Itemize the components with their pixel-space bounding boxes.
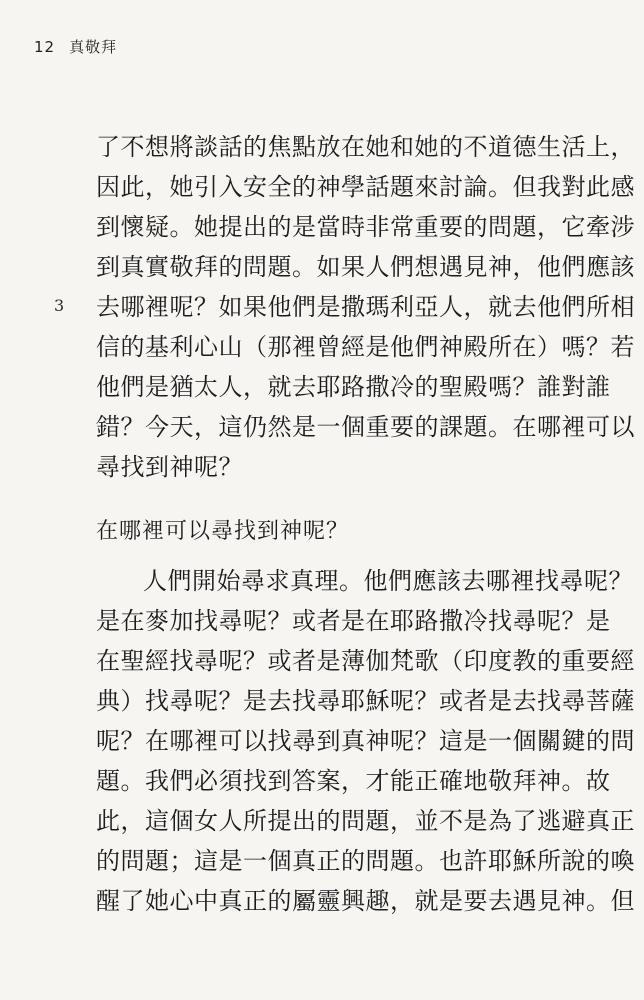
body-text-line: 人們開始尋求真理。他們應該去哪裡找尋呢？ xyxy=(143,567,633,595)
body-text-line: 因此，她引入安全的神學話題來討論。但我對此感 xyxy=(96,173,635,201)
body-text-line: 醒了她心中真正的屬靈興趣，就是要去遇見神。但 xyxy=(96,887,635,915)
body-text-line: 此，這個女人所提出的問題，並不是為了逃避真正 xyxy=(96,807,635,835)
section-heading: 在哪裡可以尋找到神呢？ xyxy=(96,519,350,544)
body-text-line: 典）找尋呢？是去找尋耶穌呢？或者是去找尋菩薩 xyxy=(96,687,635,715)
margin-note: 3 xyxy=(54,296,65,315)
body-text-line: 錯？今天，這仍然是一個重要的課題。在哪裡可以 xyxy=(96,413,635,441)
body-text-line: 尋找到神呢？ xyxy=(96,453,243,481)
page-number: 12 xyxy=(34,38,56,56)
body-text-line: 他們是猶太人，就去耶路撒冷的聖殿嗎？誰對誰 xyxy=(96,373,611,401)
body-text-line: 到懷疑。她提出的是當時非常重要的問題，它牽涉 xyxy=(96,213,635,241)
body-text-line: 去哪裡呢？如果他們是撒瑪利亞人，就去他們所相 xyxy=(96,293,635,321)
book-title: 真敬拜 xyxy=(69,38,118,56)
body-text-line: 是在麥加找尋呢？或者是在耶路撒冷找尋呢？是 xyxy=(96,607,611,635)
running-header xyxy=(34,36,117,57)
body-text-line: 了不想將談話的焦點放在她和她的不道德生活上， xyxy=(96,133,635,161)
body-text-line: 呢？在哪裡可以找尋到真神呢？這是一個關鍵的問 xyxy=(96,727,635,755)
body-text-line: 題。我們必須找到答案，才能正確地敬拜神。故 xyxy=(96,767,611,795)
body-text-line: 信的基利心山（那裡曾經是他們神殿所在）嗎？若 xyxy=(96,333,635,361)
body-text-line: 在聖經找尋呢？或者是薄伽梵歌（印度教的重要經 xyxy=(96,647,635,675)
body-text-line: 到真實敬拜的問題。如果人們想遇見神，他們應該 xyxy=(96,253,635,281)
body-text-line: 的問題；這是一個真正的問題。也許耶穌所說的喚 xyxy=(96,847,635,875)
